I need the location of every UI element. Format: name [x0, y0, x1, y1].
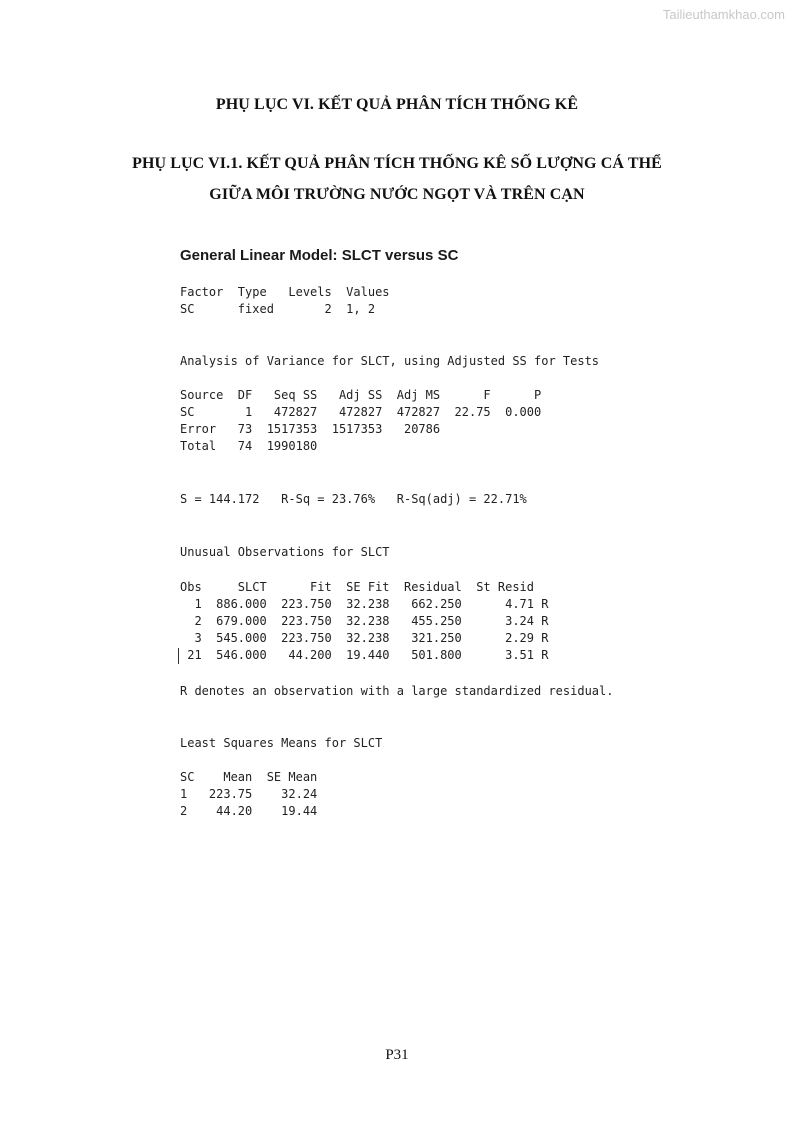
- appendix-heading: PHỤ LỤC VI. KẾT QUẢ PHÂN TÍCH THỐNG KÊ: [215, 96, 579, 113]
- anova-table: Source DF Seq SS Adj SS Adj MS F P SC 1 472827 472827 472827 22.75 0.000 Error 73 1517353 1517353 20786 Total 74 1990180: [180, 388, 542, 453]
- unusual-observations-note: R denotes an observation with a large standardized residual.: [180, 684, 614, 698]
- anova-title: Analysis of Variance for SLCT, using Adjusted SS for Tests: [180, 354, 600, 368]
- section-heading-line1: PHỤ LỤC VI.1. KẾT QUẢ PHÂN TÍCH THỐNG KÊ SỐ LƯỢNG CÁ THỂ: [132, 155, 662, 172]
- factor-table: Factor Type Levels Values SC fixed 2 1, 2: [180, 285, 390, 316]
- fit-statistics: S = 144.172 R-Sq = 23.76% R-Sq(adj) = 22.71%: [180, 492, 527, 506]
- least-squares-table: SC Mean SE Mean 1 223.75 32.24 2 44.20 19.44: [180, 770, 318, 818]
- text-cursor: [178, 648, 179, 664]
- watermark: Tailieuthamkhao.com: [662, 7, 785, 22]
- page-number: P31: [385, 1047, 409, 1063]
- least-squares-title: Least Squares Means for SLCT: [180, 736, 383, 750]
- glm-title: General Linear Model: SLCT versus SC: [180, 247, 459, 264]
- section-heading-line2: GIỮA MÔI TRƯỜNG NƯỚC NGỌT VÀ TRÊN CẠN: [209, 186, 585, 203]
- unusual-observations-title: Unusual Observations for SLCT: [180, 545, 390, 559]
- unusual-observations-table: Obs SLCT Fit SE Fit Residual St Resid 1 886.000 223.750 32.238 662.250 4.71 R 2 679.000 223.750 32.238 455.250 3.24 R 3 545.000 223.750 32.238 321.250 2.29 R 21 546.000 44.200 19.440 501.800 3.51 R: [180, 580, 549, 662]
